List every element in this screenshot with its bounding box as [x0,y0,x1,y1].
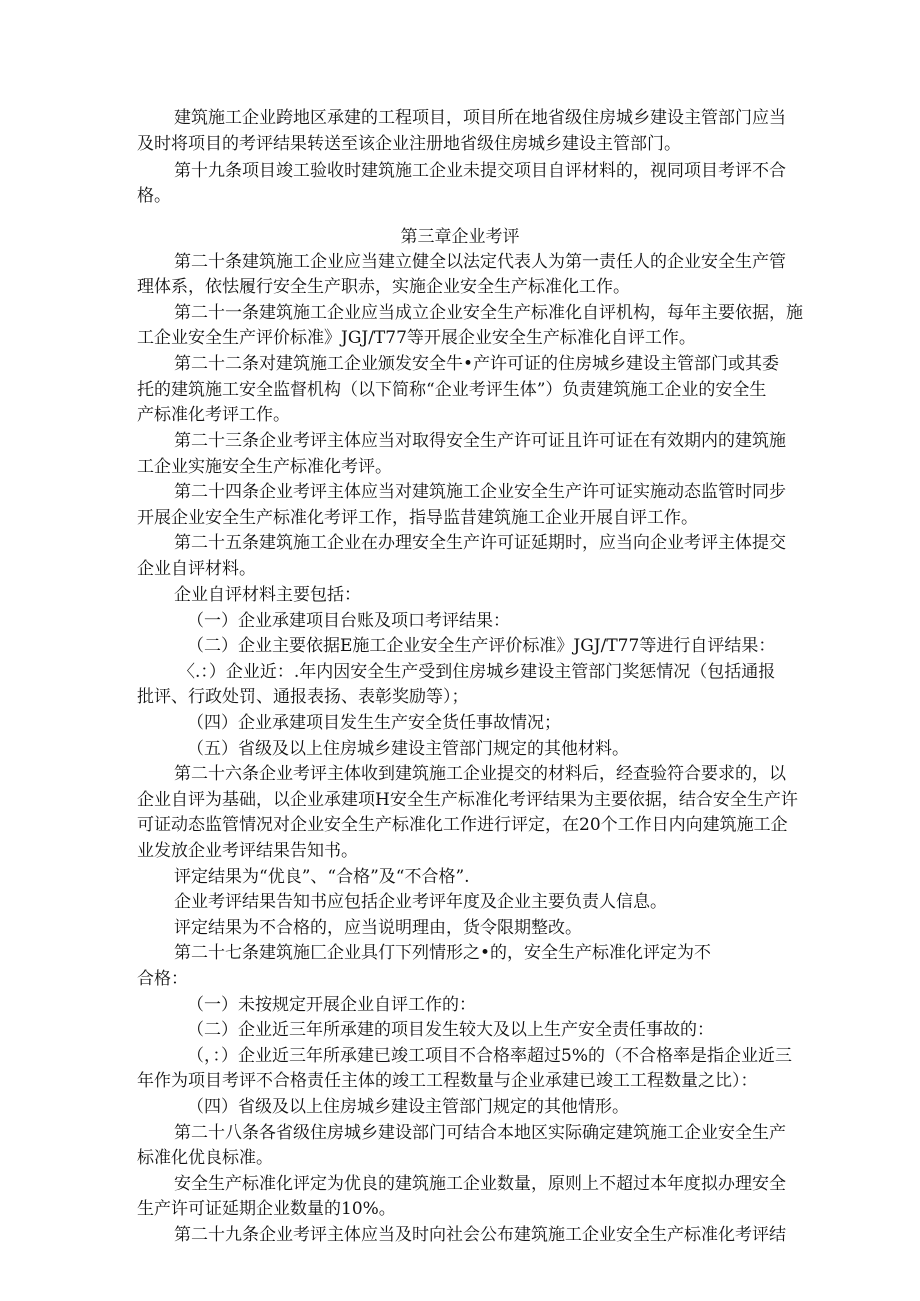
paragraph-line: 第二十六条企业考评主体收到建筑施工企业提交的材料后，经查验符合要求的，以 [174,764,786,784]
paragraph-line: 批评、行政处罚、通报表扬、表彰奖励等）； [137,687,469,707]
paragraph-line: 建筑施工企业跨地区承建的工程项目，项目所在地省级住房城乡建设主管部门应当 [174,108,786,128]
paragraph-line: 业发放企业考评结果告知书。 [137,841,358,861]
paragraph-line: 第二十五条建筑施工企业在办理安全生产许可证延期时，应当向企业考评主体提交 [174,533,786,553]
list-item: （五）省级及以上住房城乡建设主管部门规定的其他材料。 [187,739,629,759]
chapter-title: 第三章企业考评 [400,227,520,247]
paragraph-line: 第二十二条对建筑施工企业颁发安全牛•产许可证的住房城乡建设主管部门或其委 [174,354,780,374]
paragraph-line: 第二十三条企业考评主体应当对取得安全生产许可证且许可证在有效期内的建筑施 [174,431,786,451]
list-item: 〈.：）企业近：.年内因安全生产受到住房城乡建设主管部门奖惩情况（包括通报 [178,662,776,682]
paragraph-line: 标准化优良标准。 [137,1148,273,1168]
list-item: （二）企业近三年所承建的项目发生较大及以上生产安全责任事故的： [187,1020,714,1040]
paragraph-line: 第二十条建筑施工企业应当建立健全以法定代表人为第一责任人的企业安全生产管 [174,252,786,272]
paragraph-line: 开展企业安全生产标准化考评工作，指导监昔建筑施工企业开展自评工作。 [137,508,698,528]
list-item: （二）企业主要依据E施工企业安全生产评价标准》JGJ/T77等进行自评结果： [187,636,776,656]
paragraph-line: 年作为项目考评不合格责任主体的竣工工程数量与企业承建已竣工工程数量之比）： [137,1071,758,1091]
list-item: （，：）企业近三年所承建已竣工项目不合格率超过5%的（不合格率是指企业近三 [187,1046,792,1066]
paragraph-line: 企业自评材料主要包括： [174,585,361,605]
paragraph-line: 合格： [137,969,188,989]
paragraph-line: 可证动态监管情况对企业安全生产标准化工作进行评定，在20个工作日内向建筑施工企 [137,815,788,835]
list-item: （一）未按规定开展企业自评工作的： [187,995,476,1015]
paragraph-line: 第二十七条建筑施匚企业具仃下列情形之•的，安全生产标准化评定为不 [174,943,712,963]
list-item: （四）省级及以上住房城乡建设主管部门规定的其他情形。 [187,1097,629,1117]
paragraph-line: 工企业安全生产评价标准》JGJ/T77等开展企业安全生产标准化自评工作。 [137,328,696,348]
paragraph-line: 工企业实施安全生产标准化考评。 [137,457,392,477]
list-item: （一）企业承建项目台账及项口考评结果： [187,611,510,631]
paragraph-line: 评定结果为不合格的，应当说明理由，货令限期整改。 [174,918,582,938]
paragraph-line: 及时将项目的考评结果转送至该企业注册地省级住房城乡建设主管部门。 [137,134,681,154]
paragraph-line: 第二十八条各省级住房城乡建设部门可结合本地区实际确定建筑施工企业安全生产 [174,1123,786,1143]
paragraph-line: 第十九条项目竣工验收时建筑施工企业未提交项目自评材料的，视同项目考评不合 [174,161,786,181]
paragraph-line: 企业考评结果告知书应包括企业考评年度及企业主要负责人信息。 [174,892,667,912]
paragraph-line: 第二十一条建筑施工企业应当成立企业安全生产标准化自评机构，每年主要依据，施 [174,303,803,323]
paragraph-line: 企业自评材料。 [137,559,256,579]
paragraph-line: 企业自评为基础，以企业承建项H安全生产标准化考评结果为主要依据，结合安全生产许 [137,790,798,810]
paragraph-line: 第二十四条企业考评主体应当对建筑施工企业安全生产许可证实施动态监管时同步 [174,482,786,502]
paragraph-line: 理体系，依怯履行安全生产职赤，实施企业安全生产标准化工作。 [137,277,630,297]
list-item: （四）企业承建项目发生生产安全货任事故情况； [187,713,561,733]
paragraph-line: 第二十九条企业考评主体应当及时向社会公布建筑施工企业安全生产标准化考评结 [174,1225,786,1245]
paragraph-line: 格。 [137,186,171,206]
paragraph-line: 评定结果为“优良”、“合格”及“不合格”. [174,867,470,887]
paragraph-line: 生产许可证延期企业数量的10%。 [137,1199,396,1219]
paragraph-line: 产标准化考评工作。 [137,405,290,425]
paragraph-line: 安全生产标准化评定为优良的建筑施工企业数量，原则上不超过本年度拟办理安全 [174,1174,786,1194]
paragraph-line: 托的建筑施工安全监督机构（以下简称“企业考评生体”）负责建筑施工企业的安全生 [137,380,767,400]
